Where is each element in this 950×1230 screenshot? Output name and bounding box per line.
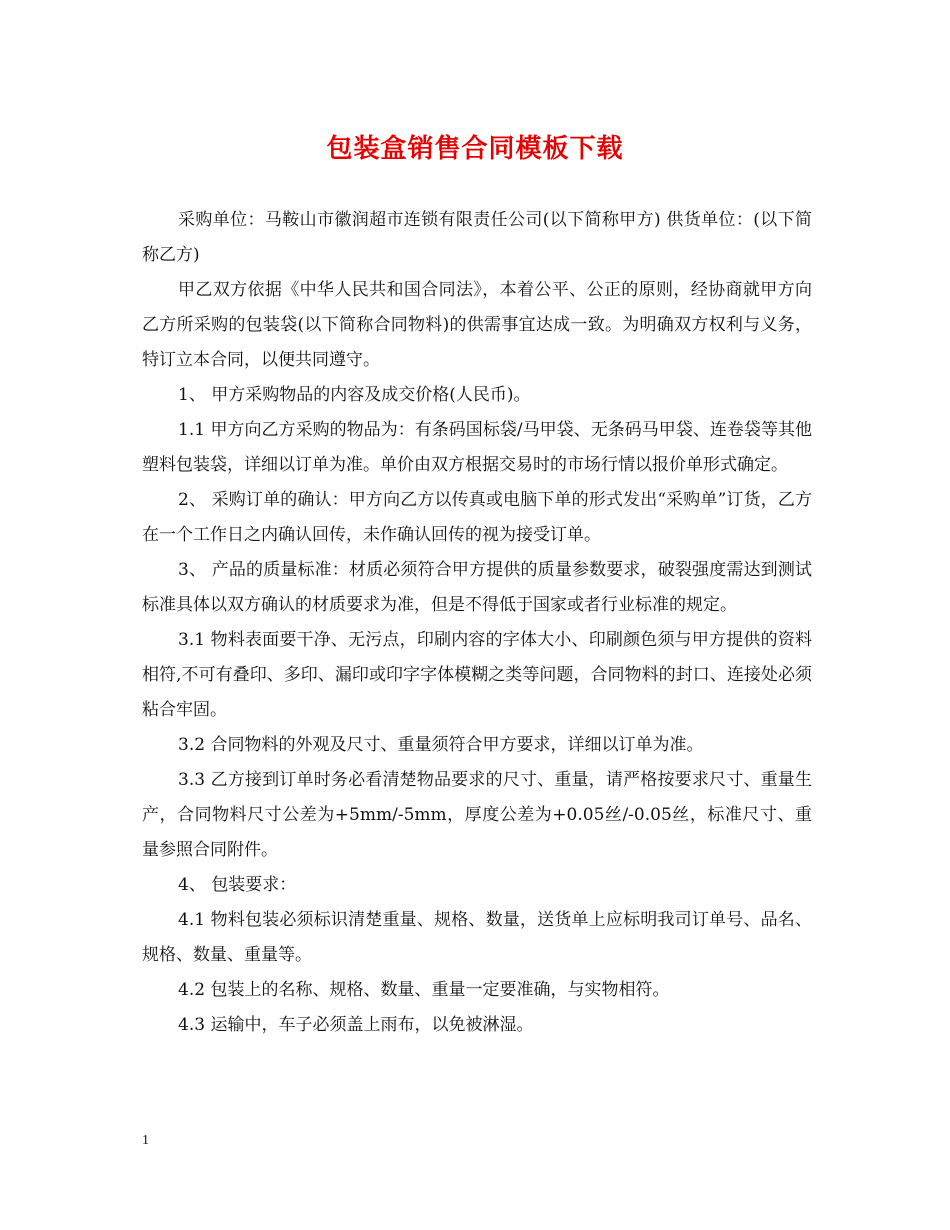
paragraph-section-3-3: 3.3 乙方接到订单时务必看清楚物品要求的尺寸、重量，请严格按要求尺寸、重量生产，合同物料尺寸公差为+5mm/-5mm，厚度公差为+0.05丝/-0.05丝，标准尺寸、重量参照合同附件。	[142, 770, 812, 860]
paragraph-section-4: 4、 包装要求：	[178, 875, 297, 895]
paragraph-section-1: 1、 甲方采购物品的内容及成交价格(人民币)。	[178, 385, 531, 405]
paragraph-section-3: 3、 产品的质量标准：材质必须符合甲方提供的质量参数要求，破裂强度需达到测试标准具体以双方确认的材质要求为准，但是不得低于国家或者行业标准的规定。	[142, 560, 812, 615]
paragraph-section-2: 2、 采购订单的确认：甲方向乙方以传真或电脑下单的形式发出“采购单”订货，乙方在一个工作日之内确认回传，未作确认回传的视为接受订单。	[142, 490, 812, 545]
page-number: 1	[142, 1133, 149, 1148]
paragraph-section-4-1: 4.1 物料包装必须标识清楚重量、规格、数量，送货单上应标明我司订单号、品名、规格、数量、重量等。	[142, 910, 812, 965]
document-title: 包装盒销售合同模板下载	[326, 134, 624, 164]
paragraph-section-1-1: 1.1 甲方向乙方采购的物品为：有条码国标袋/马甲袋、无条码马甲袋、连卷袋等其他塑料包装袋，详细以订单为准。单价由双方根据交易时的市场行情以报价单形式确定。	[142, 420, 812, 475]
paragraph-section-4-2: 4.2 包装上的名称、规格、数量、重量一定要准确，与实物相符。	[178, 980, 670, 1000]
paragraph-section-3-2: 3.2 合同物料的外观及尺寸、重量须符合甲方要求，详细以订单为准。	[178, 735, 704, 755]
paragraph-section-3-1: 3.1 物料表面要干净、无污点，印刷内容的字体大小、印刷颜色须与甲方提供的资料相符,不可有叠印、多印、漏印或印字字体模糊之类等问题，合同物料的封口、连接处必须粘合牢固。	[142, 630, 812, 720]
paragraph-parties: 采购单位：马鞍山市徽润超市连锁有限责任公司(以下简称甲方) 供货单位：(以下简称乙方)	[142, 210, 812, 265]
paragraph-section-4-3: 4.3 运输中，车子必须盖上雨布，以免被淋湿。	[178, 1015, 534, 1035]
document-body	[142, 203, 812, 1043]
paragraph-preamble: 甲乙双方依据《中华人民共和国合同法》，本着公平、公正的原则，经协商就甲方向乙方所采购的包装袋(以下简称合同物料)的供需事宜达成一致。为明确双方权利与义务，特订立本合同，以便共同遵守。	[142, 280, 812, 370]
